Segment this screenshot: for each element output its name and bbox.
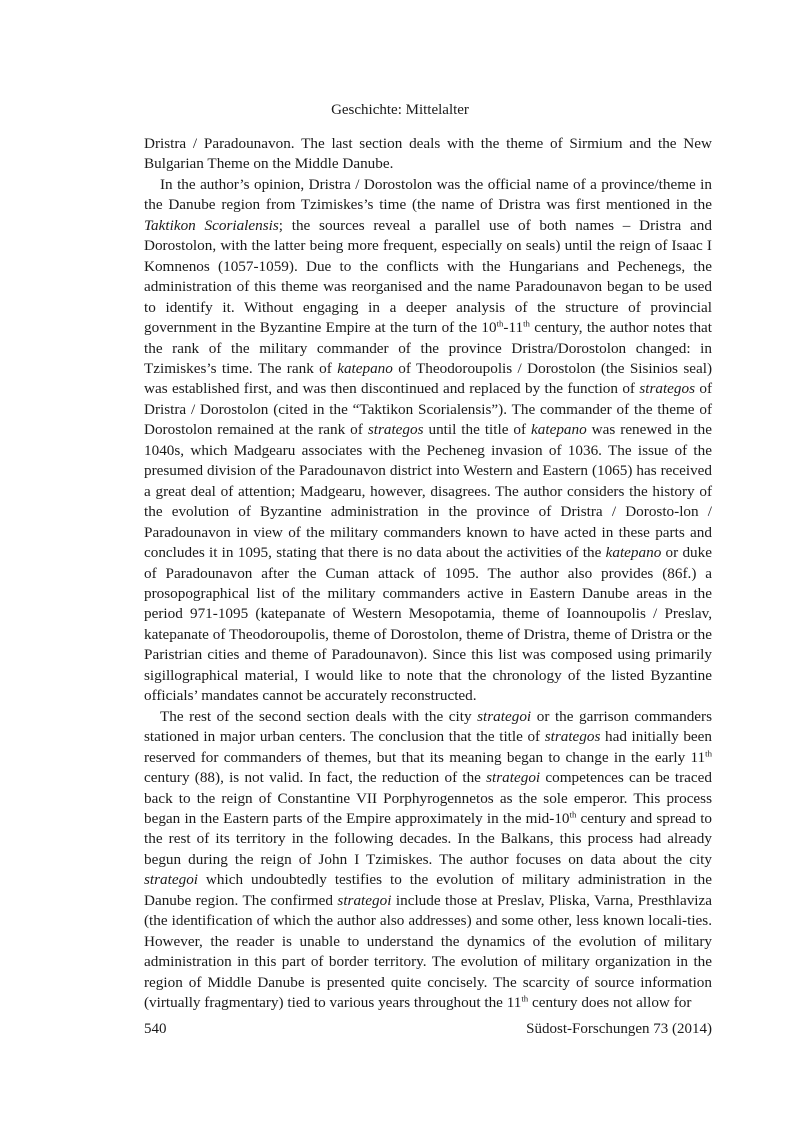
ordinal-superscript: th xyxy=(521,993,529,1004)
text-run: century does not allow for xyxy=(528,994,692,1012)
text-run: ; the sources reveal a parallel use of both names – Dristra and Dorostolon, with the latter being more frequent, especially on seals) until the reign of Isaac I Komnenos (1057-1059). Due to the conflicts with the Hungarians and Pechenegs, the administration of this theme was reorganised and the name Paradounavon began to be used to identify it. Without engaging in a deeper analysis of the structure of provincial government in the Byzantine Empire at the turn of the 10 xyxy=(144,216,712,337)
paragraph xyxy=(144,707,712,1014)
italic-term: strategoi xyxy=(337,891,392,909)
italic-term: katepano xyxy=(337,359,393,377)
page-footer xyxy=(144,1019,712,1039)
text-run: until the title of xyxy=(423,421,532,439)
text-run: had initially been reserved for commanders of themes, but that its meaning began to change in the early 11 xyxy=(144,728,713,766)
article-body xyxy=(144,134,712,1013)
journal-citation: Südost-Forschungen 73 (2014) xyxy=(526,1021,712,1037)
text-run: was renewed in the 1040s, which Madgearu associates with the Pecheneg invasion of 1036. The issue of the presumed division of the Paradounavon district into Western and Eastern (1065) has received a great deal of attention; Madgearu, however, disagrees. The author considers the history of the evolution of Byzantine administration in the province of Dristra / Dorosto-lon / Paradounavon in view of the military commanders known to have acted in these parts and concludes it in 1095, stating that there is no data about the activities of the xyxy=(144,421,712,562)
italic-term: strategoi xyxy=(477,707,532,725)
italic-term: katepano xyxy=(605,544,662,562)
italic-term: strategos xyxy=(367,421,424,439)
paragraph xyxy=(144,175,712,707)
text-run: include those at Preslav, Pliska, Varna, Presthlaviza (the identification of which the author also addresses) and some other, less known locali-ties. However, the reader is unable to understand the dynamics of the evolution of military administration in this part of border territory. The evolution of military organization in the region of Middle Danube is presented quite concisely. The scarcity of source information (virtually fragmentary) tied to various years throughout the 11 xyxy=(144,891,712,1012)
paragraph xyxy=(144,134,712,175)
running-head: Geschichte: Mittelalter xyxy=(331,102,469,118)
text-run: or the garrison commanders stationed in major urban centers. The conclusion that the title of xyxy=(144,707,712,746)
page-number: 540 xyxy=(144,1021,167,1037)
text-run: which undoubtedly testifies to the evolution of military administration in the Danube region. The confirmed xyxy=(144,871,712,909)
ordinal-superscript: th xyxy=(496,318,504,329)
text-run: century (88), is not valid. In fact, the reduction of the xyxy=(144,769,487,787)
text-run: century, the author notes that the rank of the military commander of the province Dristra/Dorostolon changed: in Tzimiskes’s time. The rank of xyxy=(144,319,712,377)
text-run: The rest of the second section deals with the city xyxy=(160,707,478,725)
text-run: Dristra / Paradounavon. The last section deals with the theme of Sirmium and the New Bulgarian Theme on the Middle Danube. xyxy=(144,135,712,173)
italic-term: strategoi xyxy=(486,769,541,787)
italic-term: katepano xyxy=(531,421,587,439)
italic-term: Taktikon Scorialensis xyxy=(144,216,279,234)
ordinal-superscript: th xyxy=(705,748,712,759)
text-run: of Dristra / Dorostolon (cited in the “Taktikon Scorialensis”). The commander of the theme of Dorostolon remained at the rank of xyxy=(144,380,712,439)
ordinal-superscript: th xyxy=(523,318,530,329)
ordinal-superscript: th xyxy=(569,809,577,820)
text-run: or duke of Paradounavon after the Cuman attack of 1095. The author also provides (86f.) a prosopographical list of the military commanders active in Eastern Danube areas in the period 971-1095 (katepanate of Western Mesopotamia, theme of Ioannoupolis / Preslav, katepanate of Theodoroupolis, theme of Dorostolon, theme of Dristra, theme of Dristra or the Paristrian cities and theme of Paradounavon). Since this list was composed using primarily sigillographical material, I would like to note that the chronology of the listed Byzantine officials’ mandates cannot be accurately reconstructed. xyxy=(144,544,712,705)
text-run: competences can be traced back to the reign of Constantine VII Porphyrogennetos as the sole emperor. This process began in the Eastern parts of the Empire approximately in the mid-10 xyxy=(144,769,712,827)
text-run: In the author’s opinion, Dristra / Dorostolon was the official name of a province/theme in the Danube region from Tzimiskes’s time (the name of Dristra was first mentioned in the xyxy=(144,175,712,214)
text-run: of Theodoroupolis / Dorostolon (the Sisinios seal) was established first, and was then discontinued and replaced by the function of xyxy=(144,359,713,398)
italic-term: strategos xyxy=(544,728,601,746)
text-run: century and spread to the rest of its territory in the following decades. In the Balkans, this process had already begun during the reign of John I Tzimiskes. The author focuses on data about the city xyxy=(144,809,713,868)
italic-term: strategos xyxy=(639,380,696,398)
text-run: -11 xyxy=(503,319,524,337)
italic-term: strategoi xyxy=(144,871,199,889)
